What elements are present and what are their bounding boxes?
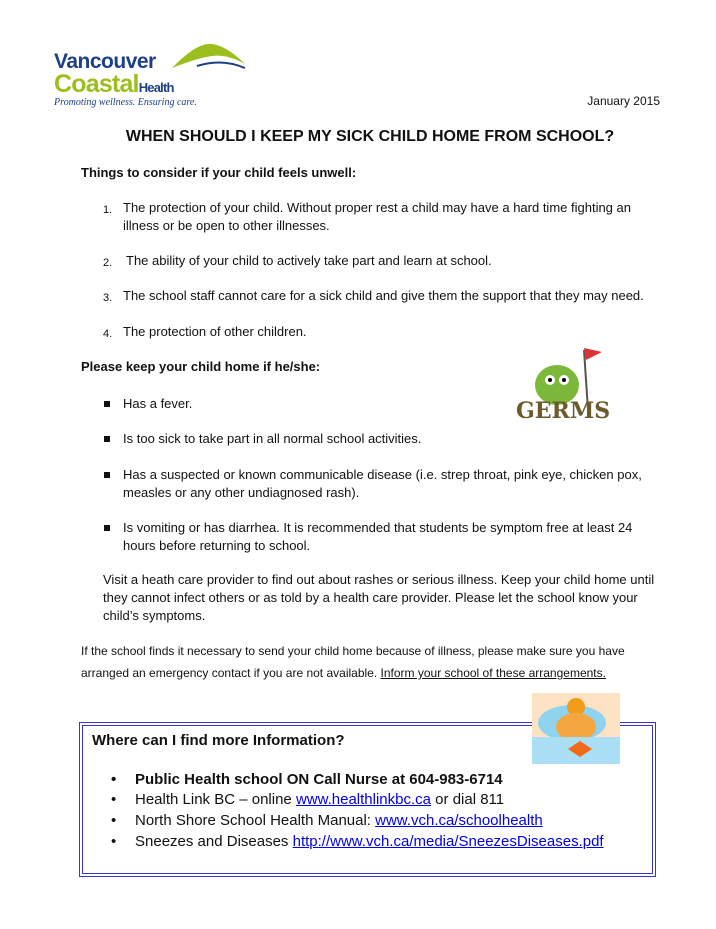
consider-heading: Things to consider if your child feels unwell: <box>81 165 357 180</box>
list-item: The protection of your child. Without proper rest a child may have a hard time fighting an illness or be open to other illnesses. <box>123 200 631 233</box>
bullet-icon <box>104 436 110 442</box>
contact-paragraph: If the school finds it necessary to send your child home because of illness, please make sure you have arranged an emergency contact if you are not available. Inform your school of these arrangements. <box>81 644 625 680</box>
list-item: Is vomiting or has diarrhea. It is recommended that students be symptom free at least 24 hours before returning to school. <box>123 520 633 553</box>
vch-logo <box>52 40 242 110</box>
germs-image <box>512 340 611 432</box>
inform-school-text: Inform your school of these arrangements. <box>380 666 606 680</box>
list-number: 3. <box>103 292 113 304</box>
schoolhealth-link[interactable]: www.vch.ca/schoolhealth <box>375 812 543 829</box>
keep-heading: Please keep your child home if he/she: <box>81 359 321 374</box>
list-number: 4. <box>103 328 113 340</box>
info-heading: Where can I find more Information? <box>92 732 345 749</box>
list-item: Has a fever. <box>123 396 193 411</box>
logo-vancouver: Vancouver <box>54 50 156 73</box>
nurse-item: • Public Health school ON Call Nurse at 604-983-6714 <box>135 770 503 790</box>
germs-label: GERMS <box>516 398 611 424</box>
list-number: 2. <box>103 257 113 269</box>
manual-item: • North Shore School Health Manual: www.vch.ca/schoolhealth <box>135 811 543 831</box>
visit-paragraph: Visit a heath care provider to find out about rashes or serious illness. Keep your child home until they cannot infect others or as told by a health care provider. Please let the school know your child’s symptoms. <box>103 572 655 623</box>
healthlink-link[interactable]: www.healthlinkbc.ca <box>295 791 432 808</box>
mountain-logo-icon <box>167 40 247 72</box>
sneezes-diseases-link[interactable]: http://www.vch.ca/media/SneezesDiseases.pdf <box>292 833 604 850</box>
sick-child-image <box>532 693 620 764</box>
document-date: January 2015 <box>587 94 660 108</box>
list-item: Has a suspected or known communicable disease (i.e. strep throat, pink eye, chicken pox, measles or any other undiagnosed rash). <box>123 467 642 500</box>
bullet-icon <box>104 525 110 531</box>
list-item: The ability of your child to actively take part and learn at school. <box>126 253 492 268</box>
bullet-icon <box>104 401 110 407</box>
healthlink-item: • Health Link BC – online www.healthlinkbc.ca or dial 811 <box>135 790 504 810</box>
list-item: The school staff cannot care for a sick child and give them the support that they may need. <box>123 288 644 303</box>
logo-coastal-health: CoastalHealth <box>54 70 174 98</box>
list-item: The protection of other children. <box>123 324 307 339</box>
bullet-icon <box>104 472 110 478</box>
list-number: 1. <box>103 204 113 216</box>
sneezes-item: • Sneezes and Diseases http://www.vch.ca/media/SneezesDiseases.pdf <box>135 832 604 852</box>
list-item: Is too sick to take part in all normal school activities. <box>123 431 422 446</box>
logo-tagline: Promoting wellness. Ensuring care. <box>54 97 197 108</box>
page-title: WHEN SHOULD I KEEP MY SICK CHILD HOME FROM SCHOOL? <box>125 128 615 145</box>
